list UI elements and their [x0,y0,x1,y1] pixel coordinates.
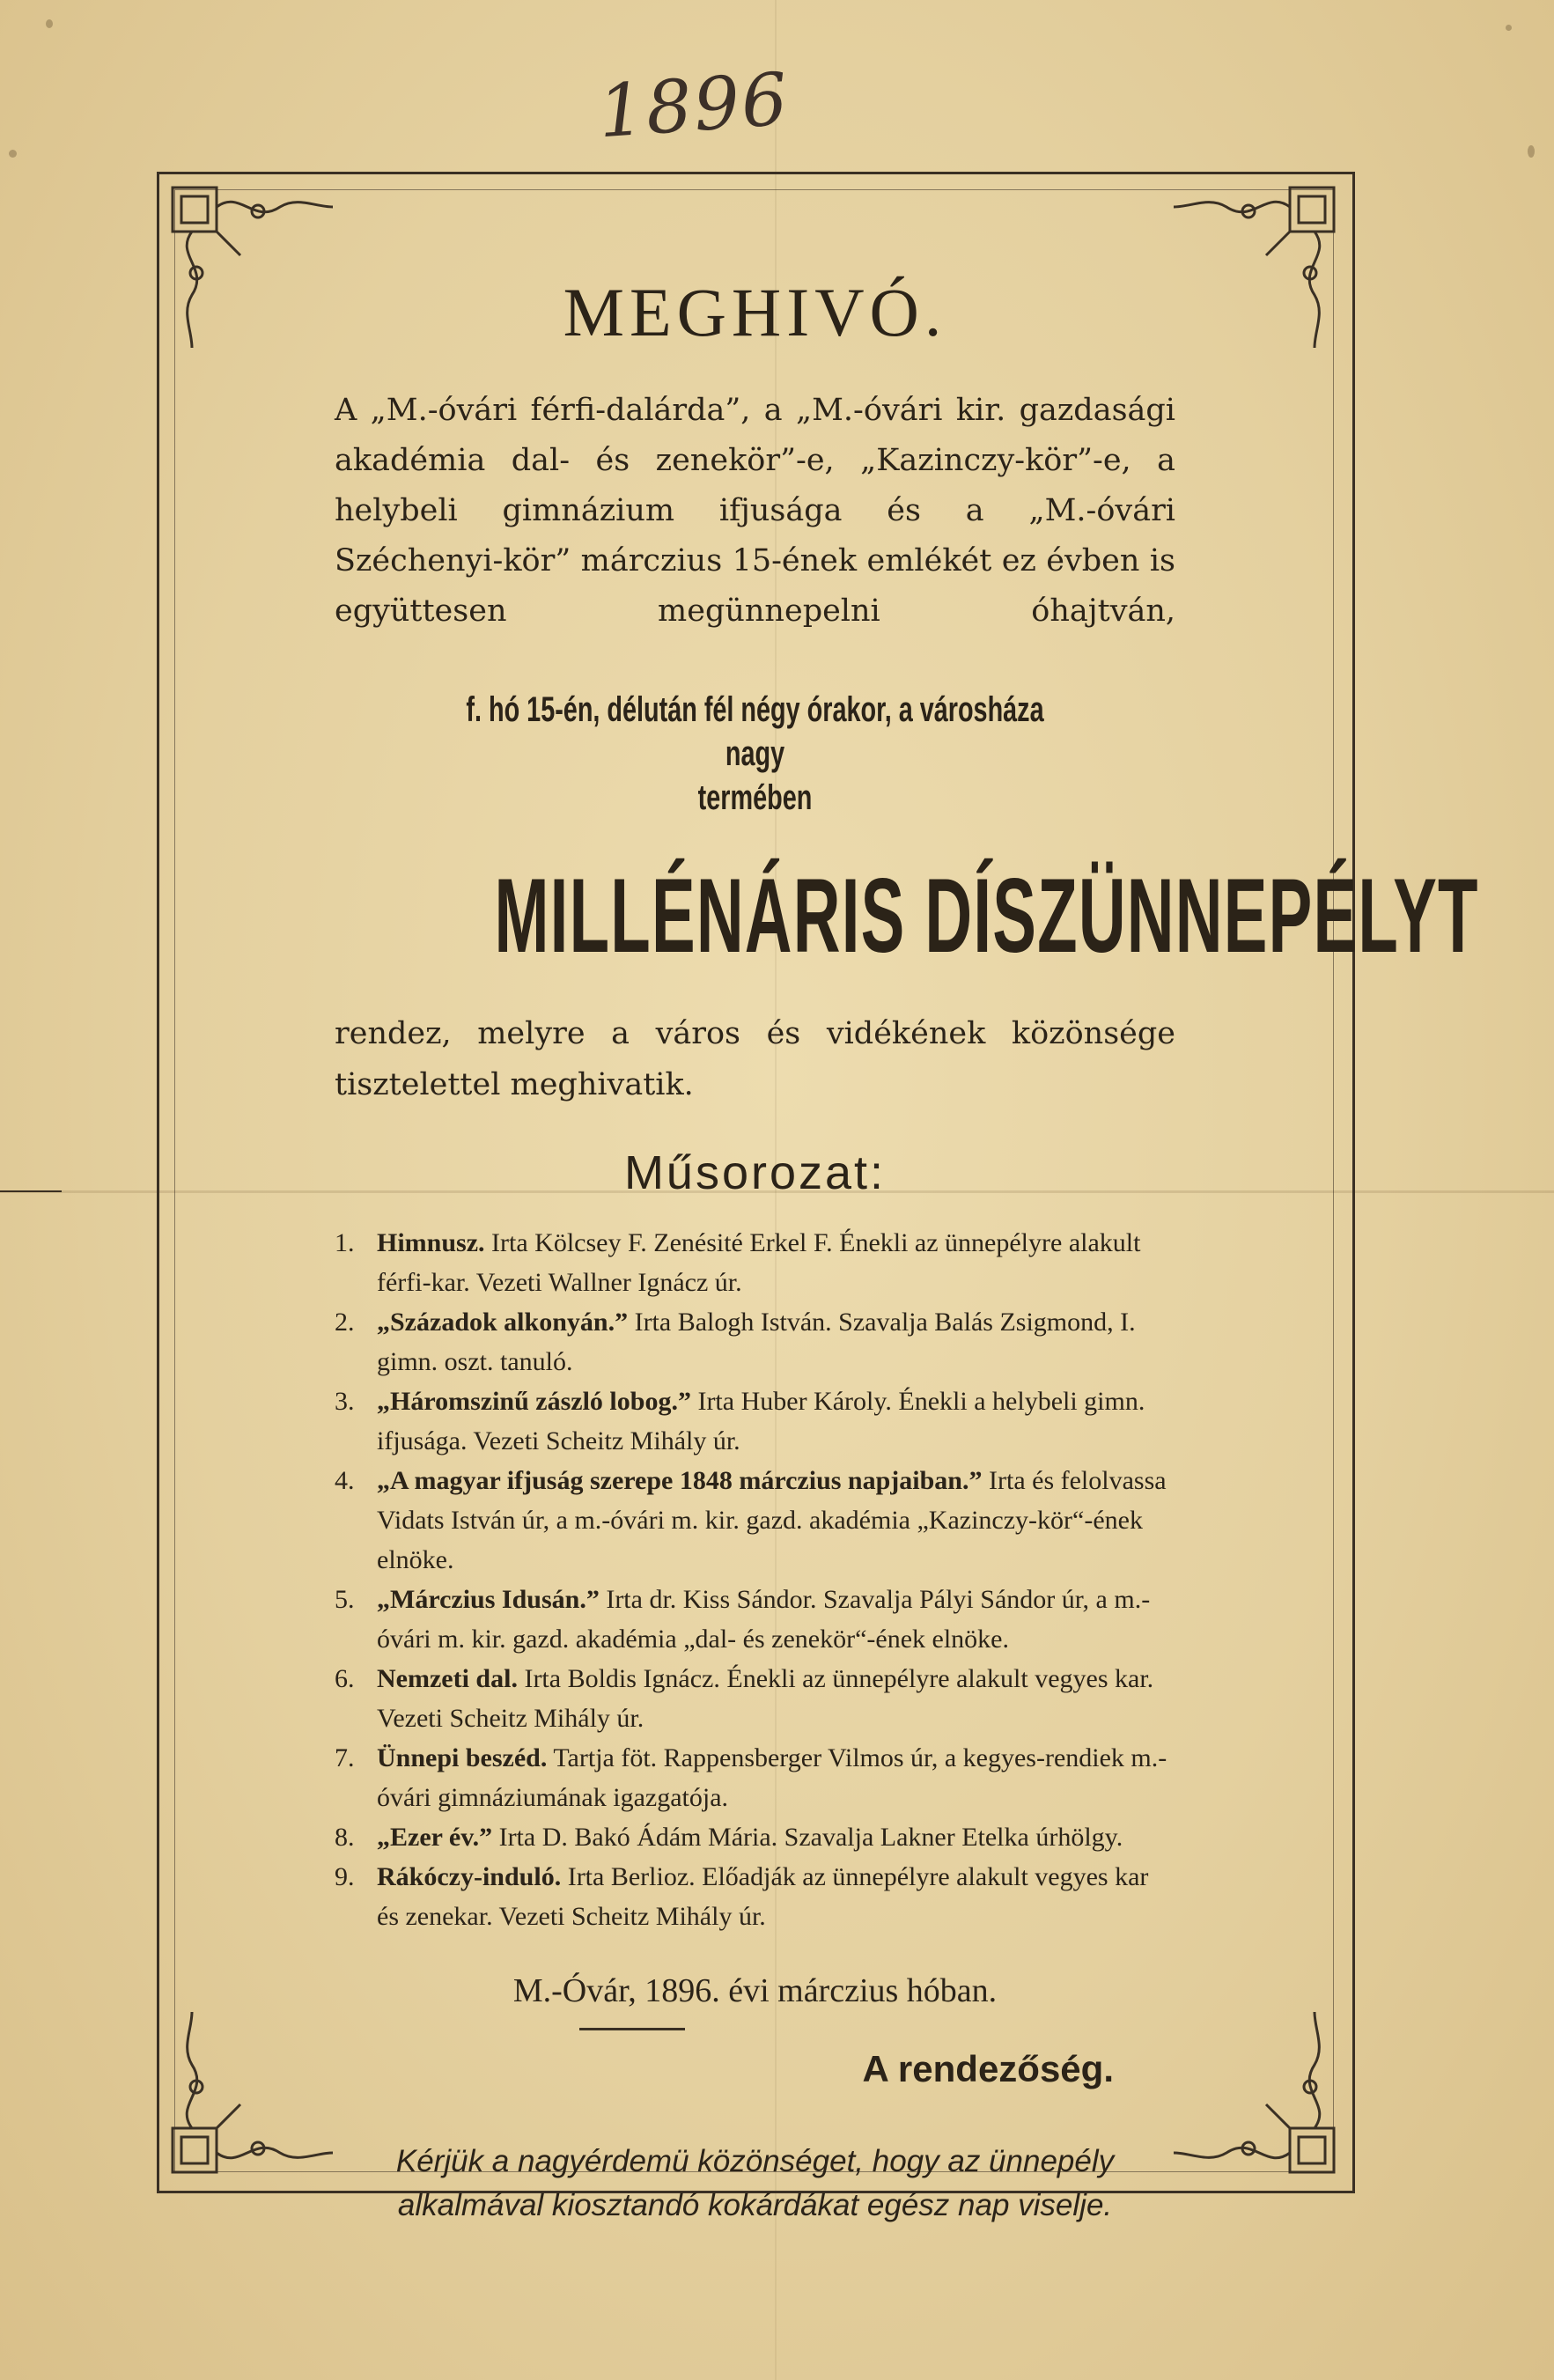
corner-ornament-bottom-left [157,2012,333,2188]
ink-spot [1506,25,1512,31]
corner-ornament-top-left [157,172,333,348]
program-item-number: 7. [335,1743,355,1772]
program-item-title: „Ezer év.” [377,1823,493,1852]
program-item [335,1817,1175,1857]
program-item [335,1857,1175,1936]
margin-mark [0,1190,62,1192]
event-date-line-1: f. hó 15-én, délután fél négy órakor, a városháza nagy [466,690,1044,773]
program-item-text: Irta és felolvassa Vidats István úr, a m.-óvári m. kir. gazd. akadémia „Kazinczy-kör“-ének elnöke. [377,1466,1167,1574]
program-item-title: „Századok alkonyán.” [377,1308,629,1337]
program-item [335,1461,1175,1580]
program-item-text: Tartja föt. Rappensberger Vilmos úr, a kegyes-rendiek m.-óvári gimnáziumának igazgatója. [377,1743,1167,1812]
document-title: MEGHIVÓ. [563,274,947,350]
intro-paragraph: A „M.-óvári férfi-dalárda”, a „M.-óvári kir. gazdasági akadémia dal- és zenekör”-e, „Kazinczy-kör”-e, a helybeli gimnázium ifjusága és a „M.-óvári Széchenyi-kör” márczius 15-ének emlékét ez évben is együttesen megünnepelni óhajtván, [335,393,1175,629]
invitation-text: rendez, melyre a város és vidékének közönsége tisztelettel meghivatik. [335,1016,1175,1102]
program-item [335,1223,1175,1302]
program-item-title: „Márczius Idusán.” [377,1585,600,1614]
program-item-title: „A magyar ifjuság szerepe 1848 márczius napjaiban.” [377,1466,983,1495]
program-item-title: Rákóczy-induló. [377,1862,562,1891]
program-item-title: „Háromszinű zászló lobog.” [377,1387,691,1416]
program-item [335,1302,1175,1382]
program-item [335,1738,1175,1817]
program-item-text: Irta Berlioz. Előadják az ünnepélyre alakult vegyes kar és zenekar. Vezeti Scheitz Mihály úr. [377,1862,1149,1931]
handwritten-archive-number: 1896 [595,57,792,155]
event-title: MILLÉNÁRIS DÍSZÜNNEPÉLYT [494,857,1479,975]
corner-ornament-top-right [1174,172,1350,348]
program-item-number: 3. [335,1387,355,1416]
program-item-number: 4. [335,1466,355,1495]
program-item-number: 9. [335,1862,355,1891]
program-item-title: Nemzeti dal. [377,1664,518,1693]
signature: A rendezőség. [862,2048,1114,2089]
event-date-line-2: termében [697,778,813,817]
closing-rule [579,2028,685,2030]
program-item [335,1659,1175,1738]
program-heading: Műsorozat: [623,1146,887,1199]
program-item-text: Irta dr. Kiss Sándor. Szavalja Pályi Sándor úr, a m.-óvári m. kir. gazd. akadémia „dal- és zenekör“-ének elnöke. [377,1585,1151,1654]
program-item-text: Irta D. Bakó Ádám Mária. Szavalja Lakner Etelka úrhölgy. [498,1823,1123,1852]
program-item-text: Irta Boldis Ignácz. Énekli az ünnepélyre alakult vegyes kar. Vezeti Scheitz Mihály úr. [377,1664,1154,1733]
program-item-number: 1. [335,1228,355,1257]
ink-spot [46,19,53,28]
program-item-number: 2. [335,1308,355,1337]
program-item-number: 8. [335,1823,355,1852]
corner-ornament-bottom-right [1174,2012,1350,2188]
program-item [335,1382,1175,1461]
program-item-text: Irta Kölcsey F. Zenésité Erkel F. Énekli az ünnepélyre alakult férfi-kar. Vezeti Wallner Ignácz úr. [377,1228,1141,1297]
program-item-number: 5. [335,1585,355,1614]
program-item-text: Irta Balogh István. Szavalja Balás Zsigmond, I. gimn. oszt. tanuló. [377,1308,1136,1376]
invitation-body [335,273,1479,2228]
request-note: Kérjük a nagyérdemü közönséget, hogy az ünnepély alkalmával kiosztandó kokárdákat egész nap viselje. [395,2144,1115,2222]
ink-spot [1528,145,1535,158]
program-item-title: Ünnepi beszéd. [377,1743,548,1772]
closing-place-date: M.-Óvár, 1896. évi márczius hóban. [512,1972,998,2009]
program-list [335,1223,1175,1936]
program-item-number: 6. [335,1664,355,1693]
ink-spot [9,150,17,158]
program-item-text: Irta Huber Károly. Énekli a helybeli gimn. ifjusága. Vezeti Scheitz Mihály úr. [377,1387,1145,1455]
event-date-line [453,688,1058,820]
program-item-title: Himnusz. [377,1228,485,1257]
program-item [335,1580,1175,1659]
